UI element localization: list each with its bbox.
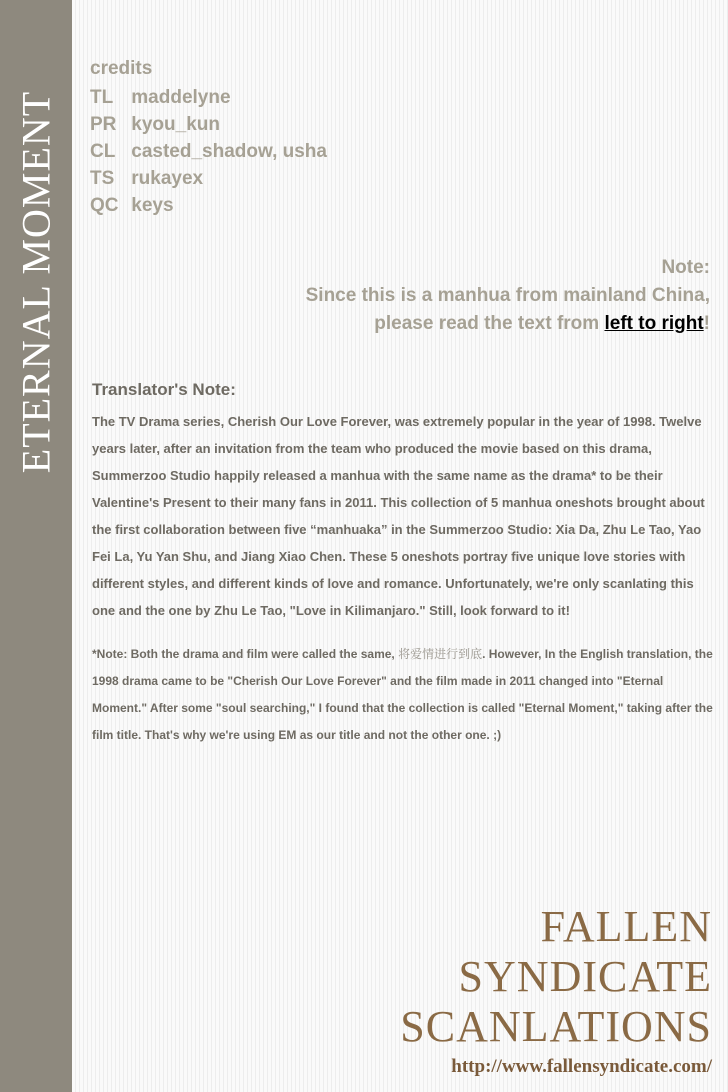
credit-name: kyou_kun [131,114,220,135]
footnote-suffix: . However, In the English translation, the 1998 drama came to be "Cherish Our Love Forever" and the film made in 2011 changed into "Eternal Moment." After some "soul searching," I found that the collection is called "Eternal Moment," taking after the film title. That's why we're using EM as our title and not the other one. ;) [92,647,713,742]
page-content [72,0,728,1092]
credit-role: CL [90,141,116,162]
brand-line-2: SYNDICATE [458,952,712,1001]
credit-row [90,111,327,138]
group-brand [400,902,712,1080]
credit-row [90,84,327,111]
reading-direction-note [306,254,710,338]
note-line-2 [306,310,710,338]
note-heading: Note: [661,257,710,278]
brand-line-1: FALLEN [540,902,712,951]
brand-line-3: SCANLATIONS [400,1002,712,1051]
credit-name: keys [131,195,174,216]
credit-name: casted_shadow, usha [131,141,327,162]
website-url: http://www.fallensyndicate.com/ [451,1056,712,1077]
translator-note-heading: Translator's Note: [92,380,236,399]
credit-row [90,192,327,219]
footnote-prefix: *Note: Both the drama and film were called the same, [92,647,399,661]
note-line-2-suffix: ! [703,313,710,334]
credit-name: rukayex [131,168,204,189]
credit-role: PR [90,114,117,135]
credit-role: TS [90,168,115,189]
note-line-1: Since this is a manhua from mainland China, [305,285,710,306]
footnote-chinese-title: 将爱情进行到底 [398,647,483,661]
left-to-right-link: left to right [604,313,704,334]
credits-heading: credits [90,58,153,79]
credit-name: maddelyne [131,87,231,108]
translator-footnote [92,641,714,749]
translator-note [92,380,714,749]
credit-row [90,165,327,192]
credit-role: QC [90,195,119,216]
credit-row [90,138,327,165]
credits-block [90,58,327,219]
translator-note-body: The TV Drama series, Cherish Our Love Forever, was extremely popular in the year of 1998. Twelve years later, after an invitation from the team who produced the movie based on this drama, Summerzoo Studio happily released a manhua with the same name as the drama* to be their Valentine's Present to their many fans in 2011. This collection of 5 manhua oneshots brought about the first collaboration between five “manhuaka” in the Summerzoo Studio: Xia Da, Zhu Le Tao, Yao Fei La, Yu Yan Shu, and Jiang Xiao Chen. These 5 oneshots portray five unique love stories with different styles, and different kinds of love and romance. Unfortunately, we're only scanlating this one and the one by Zhu Le Tao, "Love in Kilimanjaro." Still, look forward to it! [92,414,705,618]
credit-role: TL [90,87,114,108]
series-title: ETERNAL MOMENT [13,90,59,474]
sidebar [0,0,72,1092]
note-line-2-prefix: please read the text from [374,313,605,334]
